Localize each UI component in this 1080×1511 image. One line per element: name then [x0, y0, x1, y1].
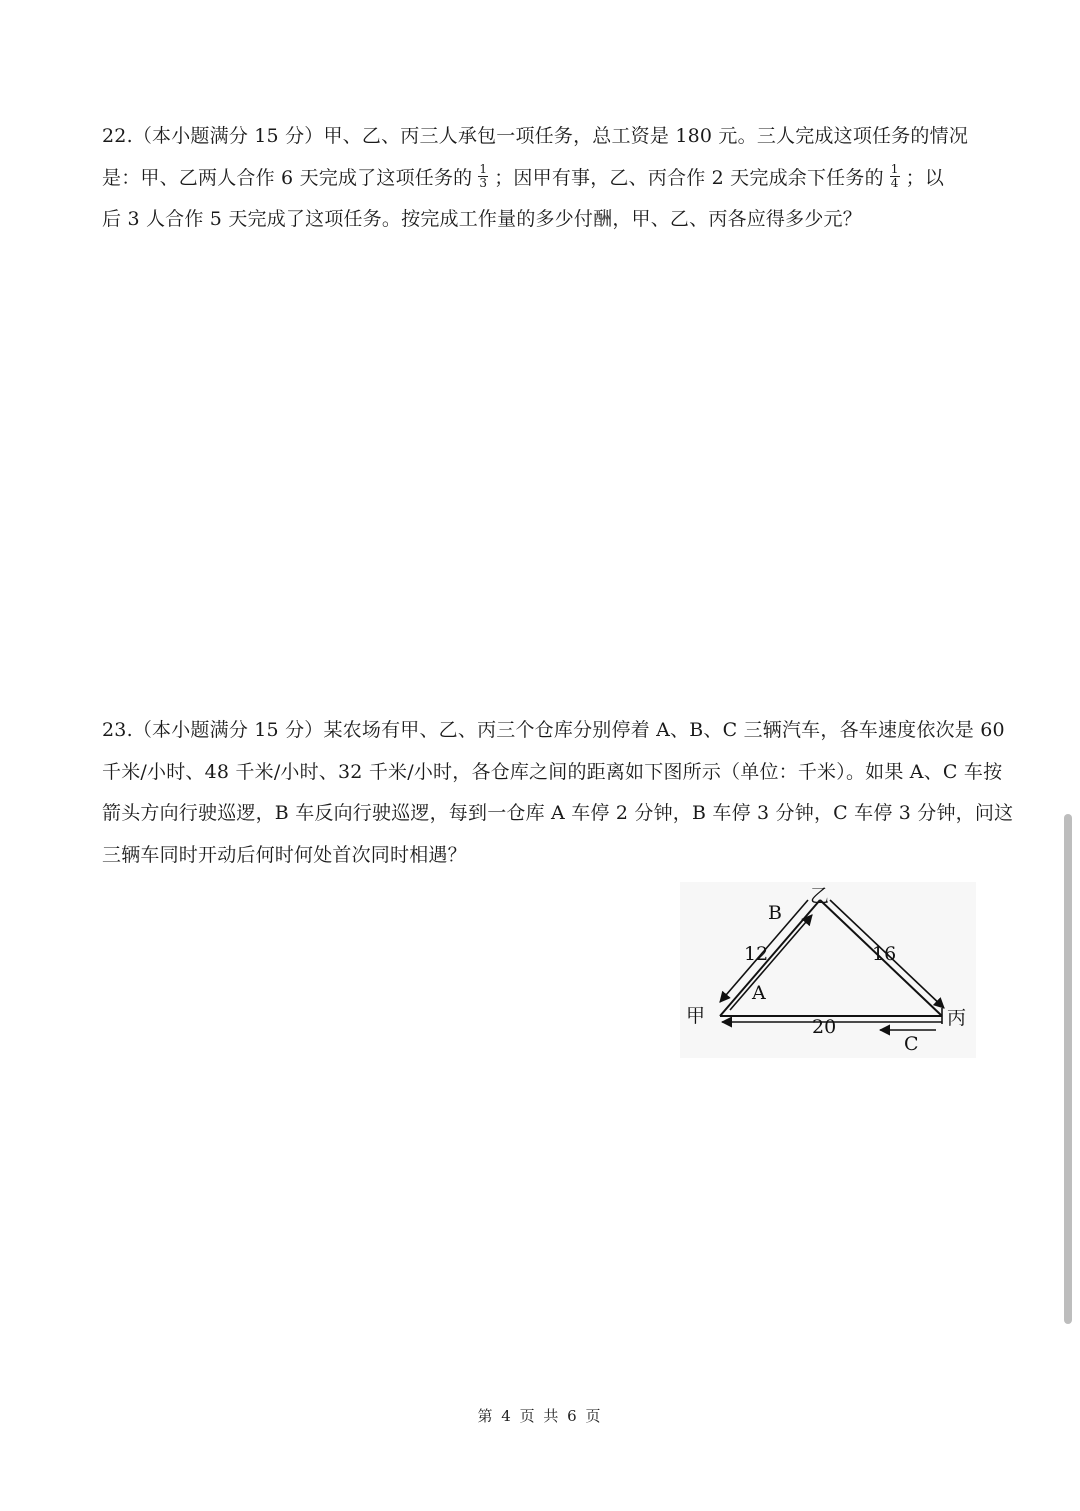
- vertex-label-yi: 乙: [810, 885, 830, 907]
- problem-23-line-4: 三辆车同时开动后何时何处首次同时相遇？: [102, 843, 467, 866]
- problem-22-line-1: 22.（本小题满分 15 分）甲、乙、丙三人承包一项任务，总工资是 180 元。三人完成这项任务的情况: [102, 125, 969, 147]
- fraction-denominator: 3: [479, 176, 488, 190]
- car-a-arrow: [730, 915, 812, 1010]
- problem-22-line-3: 后 3 人合作 5 天完成了这项任务。按完成工作量的多少付酬，甲、乙、丙各应得多少元？: [102, 208, 862, 230]
- fraction-one-fourth: [890, 163, 900, 190]
- vertical-scrollbar[interactable]: [1064, 814, 1072, 1324]
- problem-22-line-2-part-a: 是：甲、乙两人合作 6 天完成了这项任务的: [102, 166, 473, 189]
- problem-23-line-1: 23.（本小题满分 15 分）某农场有甲、乙、丙三个仓库分别停着 A、B、C 三辆汽车，各车速度依次是 60: [102, 719, 1005, 741]
- page-footer: 第 4 页 共 6 页: [477, 1407, 603, 1425]
- fraction-numerator: 1: [479, 162, 488, 176]
- car-label-a: A: [752, 982, 766, 1004]
- warehouse-triangle-diagram: [680, 882, 976, 1058]
- car-label-b: B: [768, 902, 782, 924]
- distance-label-jia-yi: 12: [744, 943, 769, 965]
- problem-23-line-2: 千米/小时、48 千米/小时、32 千米/小时，各仓库之间的距离如下图所示（单位：千米）。如果 A、C 车按: [102, 760, 1003, 783]
- problem-22: [102, 116, 982, 241]
- problem-22-line-2: [102, 158, 982, 200]
- triangle-svg: [680, 882, 976, 1058]
- problem-23-line-3: 箭头方向行驶巡逻，B 车反向行驶巡逻，每到一仓库 A 车停 2 分钟，B 车停 3 分钟，C 车停 3 分钟，问这: [102, 802, 1014, 824]
- problem-22-line-2-part-c: ；以: [905, 166, 945, 189]
- vertex-label-jia: 甲: [686, 1005, 706, 1027]
- problem-23: [102, 710, 1014, 876]
- distance-label-yi-bing: 16: [872, 943, 897, 965]
- car-label-c: C: [904, 1033, 919, 1055]
- fraction-numerator: 1: [890, 162, 899, 176]
- fraction-denominator: 4: [890, 176, 899, 190]
- distance-label-jia-bing: 20: [812, 1016, 837, 1038]
- fraction-one-third: [478, 163, 488, 190]
- vertex-label-bing: 丙: [947, 1007, 967, 1029]
- problem-22-line-2-part-b: ；因甲有事，乙、丙合作 2 天完成余下任务的: [494, 166, 884, 189]
